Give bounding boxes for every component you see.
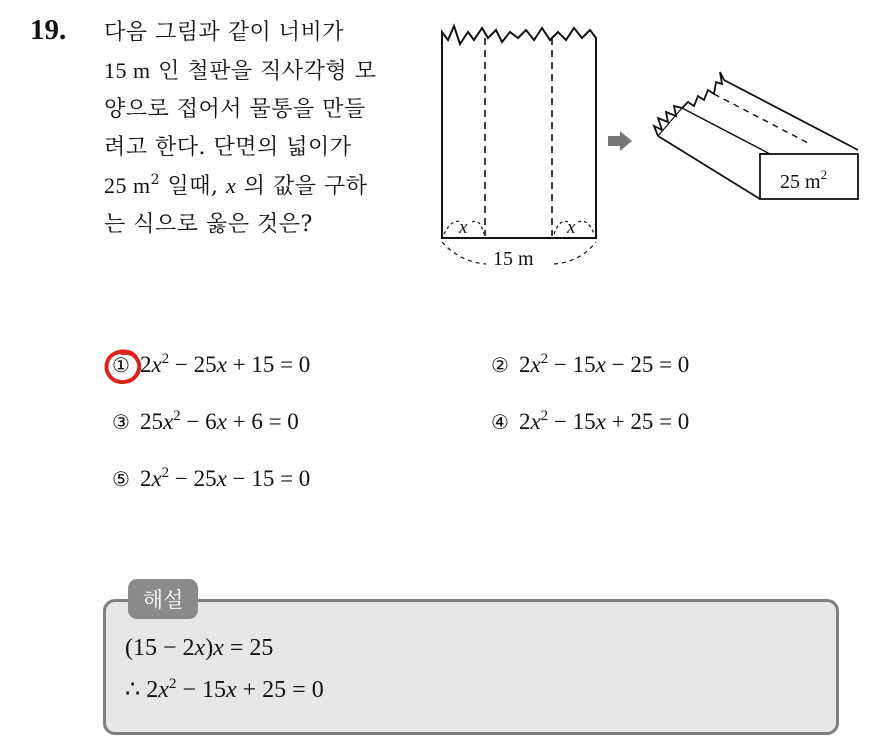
expr-part: 2 (139, 352, 152, 377)
expr-part: x (216, 352, 227, 377)
expr-part: x (530, 409, 541, 434)
expr-part: ∴ 2 (125, 677, 159, 703)
expr-part: + 25 = 0 (605, 409, 690, 434)
question-text-segment: 의 값을 구하 (236, 174, 368, 199)
question-line (104, 91, 414, 129)
explanation-conclusion (125, 675, 324, 704)
choice-expression (140, 466, 310, 491)
expr-part: x (216, 409, 227, 434)
folded-channel-figure (640, 68, 864, 208)
expr-part: − 25 (169, 352, 217, 377)
question-line (104, 167, 414, 206)
right-x-label: x (567, 217, 576, 238)
question-text-segment: 인 철판을 직사각형 모 (150, 59, 377, 84)
question-text-segment: 다음 그림과 같이 너비가 (104, 20, 345, 45)
question-text-segment: 2 (150, 172, 161, 188)
expr-part: = 25 (223, 635, 274, 661)
expr-part: x (595, 352, 606, 377)
question-text-segment: 일때, (160, 174, 227, 199)
choice-expression (140, 409, 299, 434)
expr-part: 2 (518, 409, 531, 434)
expr-part: 2 (540, 351, 549, 367)
expr-part: x (216, 466, 227, 491)
question-line (104, 129, 414, 167)
explanation-equation (125, 635, 273, 662)
expr-part: x (213, 635, 224, 661)
choice-expression (519, 409, 689, 434)
expr-part: 2 (540, 408, 549, 424)
expr-part: (15 − 2 (125, 635, 195, 661)
expr-part: − 15 (548, 409, 596, 434)
question-text (104, 14, 414, 244)
expr-part: − 6 (180, 409, 217, 434)
channel-dashed-line (714, 94, 810, 144)
question-line (104, 14, 414, 52)
expr-part: ) (205, 635, 214, 661)
width-label: 15 m (493, 248, 534, 270)
choice-number: ② (491, 353, 509, 377)
question-text-segment: 15 (104, 58, 127, 83)
choice-expression (140, 352, 310, 377)
question-line (104, 52, 414, 91)
expr-part: 2 (161, 465, 170, 481)
question-text-segment: 는 식으로 옳은 것은? (104, 212, 313, 237)
flat-sheet-figure (430, 10, 610, 272)
choice-3[interactable] (112, 409, 299, 435)
choice-number: ⑤ (112, 467, 130, 491)
expr-part: 2 (168, 676, 177, 692)
choice-number: ③ (112, 410, 130, 434)
question-number: 19. (30, 14, 67, 46)
channel-top-edge (682, 72, 724, 108)
expr-part: + 6 = 0 (226, 409, 299, 434)
expr-part: + 15 = 0 (226, 352, 311, 377)
left-x-label: x (459, 217, 468, 238)
expr-part: − 15 (548, 352, 596, 377)
expr-part: + 25 = 0 (236, 677, 324, 703)
sheet-outline (442, 26, 596, 238)
choice-5[interactable] (112, 466, 310, 492)
expr-part: x (162, 409, 174, 434)
expr-part: − 25 (169, 466, 217, 491)
answer-mark-circle (101, 347, 147, 387)
expr-part: x (225, 677, 237, 703)
question-line (104, 206, 414, 244)
expr-part: 25 (139, 409, 163, 434)
choice-4[interactable] (491, 409, 689, 435)
choice-expression (519, 352, 689, 377)
expr-part: x (194, 635, 206, 661)
expr-part: x (158, 677, 169, 703)
arrow-icon (608, 131, 636, 151)
explanation-tag: 해설 (128, 579, 198, 619)
question-text-segment: 려고 한다. 단면의 넓이가 (104, 135, 352, 160)
question-text-segment: m (127, 58, 151, 83)
expr-part: x (151, 352, 162, 377)
choice-2[interactable] (491, 352, 689, 378)
question-text-segment: 양으로 접어서 물통을 만들 (104, 97, 366, 122)
channel-left-edge (654, 106, 682, 136)
expr-part: 2 (518, 352, 531, 377)
question-text-segment: x (226, 173, 237, 198)
expr-part: − 15 = 0 (226, 466, 311, 491)
expr-part: 2 (173, 408, 181, 424)
choice-number: ④ (491, 410, 509, 434)
expr-part: x (530, 352, 541, 377)
expr-part: − 15 (176, 677, 226, 703)
choice-number: ① (112, 353, 130, 377)
expr-part: x (151, 466, 162, 491)
expr-part: 2 (161, 351, 170, 367)
expr-part: x (595, 409, 606, 434)
area-label: 25 $m^2$ (780, 167, 828, 193)
explanation-box (103, 599, 839, 735)
question-text-segment: m (127, 173, 151, 198)
question-text-segment: 25 (104, 173, 127, 198)
expr-part: − 25 = 0 (605, 352, 690, 377)
expr-part: 2 (139, 466, 152, 491)
